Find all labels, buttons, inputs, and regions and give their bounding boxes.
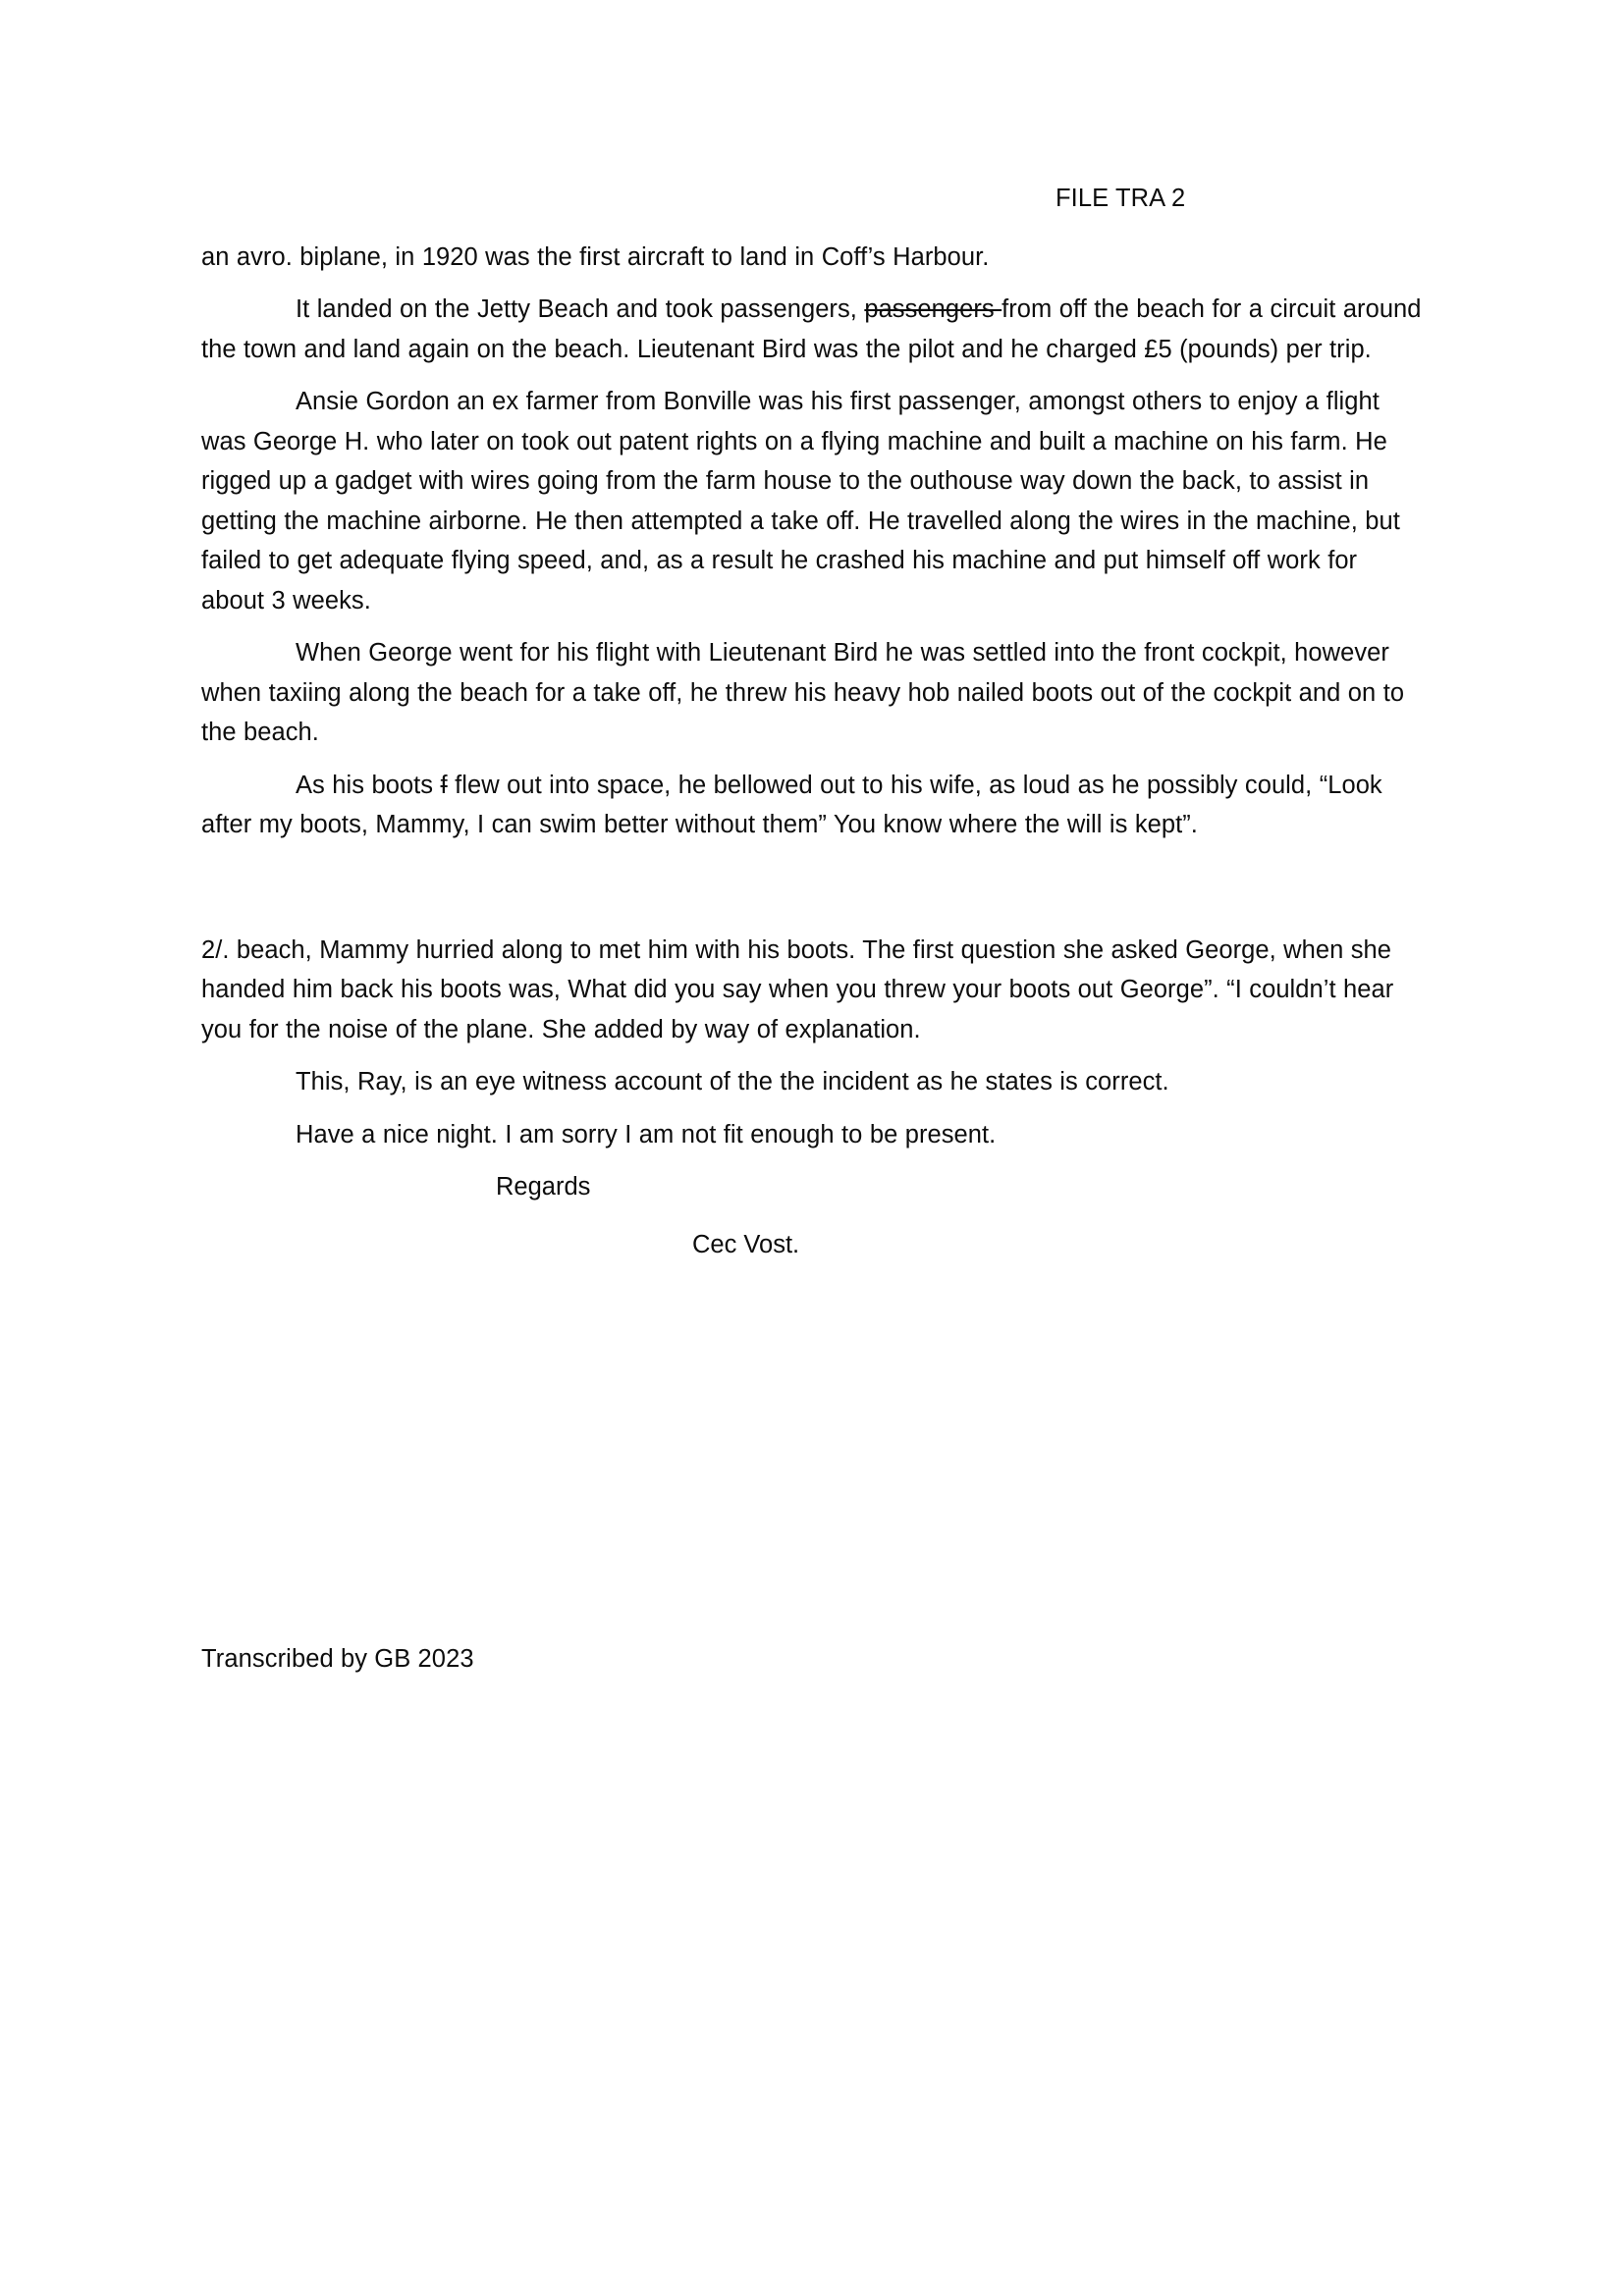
paragraph-2 (201, 290, 1424, 369)
closing-regards: Regards (496, 1173, 591, 1201)
closing-signature: Cec Vost. (692, 1230, 800, 1258)
paragraph-3: Ansie Gordon an ex farmer from Bonville was his first passenger, amongst others to enjoy a flight was George H. who later on took out patent rights on a flying machine and built a machine on his farm. He rigged up a gadget with wires going from the farm house to the outhouse way down the back, to assist in getting the machine airborne. He then attempted a take off. He travelled along the wires in the machine, but failed to get adequate flying speed, and, as a result he crashed his machine and put himself off work for about 3 weeks. (201, 388, 1400, 614)
document-body (201, 187, 1424, 1264)
document-footer-label: Transcribed by GB 2023 (201, 1645, 474, 1673)
paragraph-5-text-before: As his boots (296, 771, 441, 799)
paragraph-7: This, Ray, is an eye witness account of the the incident as he states is correct. (296, 1068, 1169, 1095)
paragraph-8: Have a nice night. I am sorry I am not fit enough to be present. (296, 1120, 997, 1148)
paragraph-5-text-after: flew out into space, he bellowed out to his wife, as loud as he possibly could, “Look after my boots, Mammy, I can swim better without them” You know where the will is kept”. (201, 771, 1382, 838)
paragraph-2-struck-word: passengers (864, 295, 1002, 323)
paragraph-5 (201, 766, 1424, 845)
paragraph-1: an avro. biplane, in 1920 was the first aircraft to land in Coff’s Harbour. (201, 242, 990, 271)
document-header-label: FILE TRA 2 (1056, 185, 1186, 212)
paragraph-4: When George went for his flight with Lieutenant Bird he was settled into the front cockpit, however when taxiing along the beach for a take off, he threw his heavy hob nailed boots out of the cockpit and on to the beach. (201, 639, 1405, 746)
paragraph-spacer (201, 858, 1424, 931)
paragraph-6: 2/. beach, Mammy hurried along to met him with his boots. The first question she asked George, when she handed him back his boots was, What did you say when you threw your boots out George”. “I couldn’t hear you for the noise of the plane. She added by way of explanation. (201, 935, 1394, 1043)
paragraph-5-struck-letter: f (440, 771, 448, 799)
paragraph-2-text-after: from off the beach for a circuit around the town and land again on the beach. Lieutenant Bird was the pilot and he charged £5 (pounds) per trip. (201, 295, 1422, 363)
paragraph-2-text-before: It landed on the Jetty Beach and took passengers, (296, 295, 865, 323)
